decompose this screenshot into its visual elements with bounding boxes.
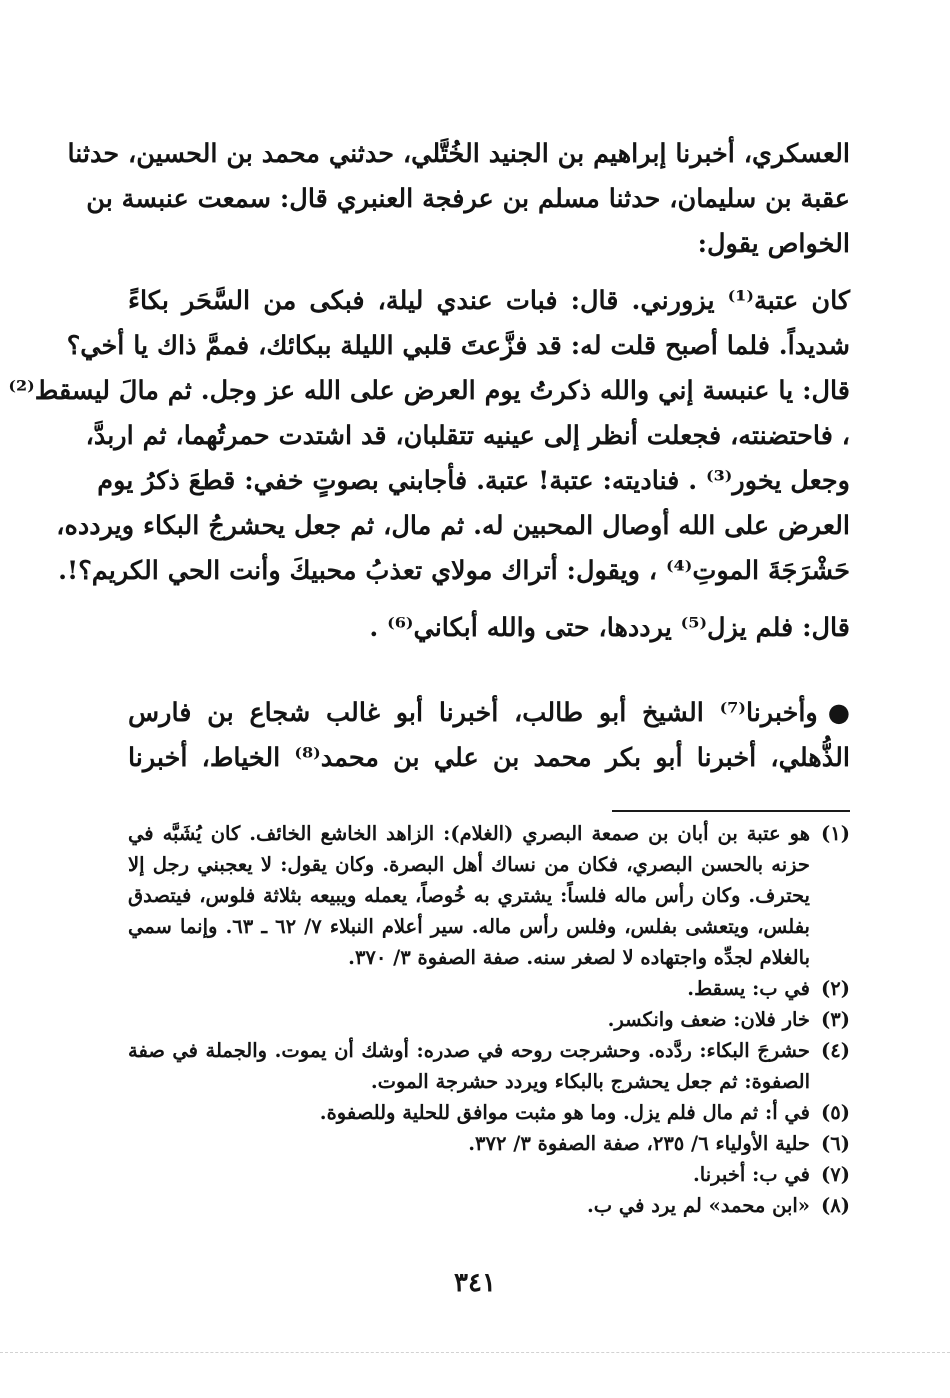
footnote [128, 1128, 850, 1159]
text-line: العرض على الله أوصال المحبين له. ثم مال، ثم جعل يحشرجُ البكاء ويردده، [56, 511, 850, 541]
footnote [128, 1190, 850, 1221]
text-line: ، فاحتضنته، فجعلت أنظر إلى عينيه تتقلبان، قد اشتدت حمرتُهما، ثم اربدَّ، [85, 421, 850, 451]
scan-edge [0, 1352, 950, 1353]
footnote [128, 1035, 850, 1097]
footnote-number: (٤) [821, 1039, 850, 1062]
footnote-line: في ب: أخبرنا. [693, 1163, 810, 1186]
footnote [128, 1004, 850, 1035]
footnote-line: حشرجَ البكاء: ردَّده. وحشرجت روحه في صدره: أوشك أن يموت. والجملة في صفة [128, 1039, 810, 1062]
footnote-number: (٧) [821, 1163, 850, 1186]
footnote-line: حلية الأولياء ٦/ ٢٣٥، صفة الصفوة ٣/ ٣٧٢. [468, 1132, 810, 1155]
text-line: قال: فلم يزل⁽⁵⁾ يرددها، حتى والله أبكاني⁽⁶⁾ . [369, 613, 850, 643]
footnote [128, 818, 850, 973]
footnote-line: في ب: يسقط. [687, 977, 810, 1000]
paragraph-3 [128, 606, 850, 651]
footnote-number: (٢) [821, 977, 850, 1000]
footnote-line: خار فلان: ضعف وانكسر. [607, 1008, 810, 1031]
footnote-number: (٨) [821, 1194, 850, 1217]
footnote-line: حزنه بالحسن البصري، فكان من نساك أهل البصرة. وكان يقول: لا يعجبني رجل إلا [128, 853, 810, 876]
text-line: حَشْرَجَةَ الموتِ⁽⁴⁾ ، ويقول: أتراك مولاي تعذبُ محبيكَ وأنت الحي الكريم؟!. [58, 556, 850, 586]
text-line: قال: يا عنبسة إني والله ذكرتُ يوم العرض على الله عز وجل. ثم مالَ ليسقط⁽²⁾ [8, 376, 850, 406]
footnote-divider [612, 810, 850, 812]
footnote [128, 1097, 850, 1128]
text-line: الخواص يقول: [697, 229, 850, 259]
main-text [8, 132, 850, 781]
footnote-line: بالغلام لجدِّه واجتهاده لا لصغر سنه. صفة الصفوة ٣/ ٣٧٠. [348, 946, 810, 969]
footnote-number: (٥) [821, 1101, 850, 1124]
paragraph-4 [128, 691, 850, 781]
text-line: عقبة بن سليمان، حدثنا مسلم بن عرفجة العنبري قال: سمعت عنبسة بن [86, 184, 850, 214]
text-line: الذُّهلي، أخبرنا أبو بكر محمد بن علي بن محمد⁽⁸⁾ الخياط، أخبرنا [128, 743, 850, 773]
text-line-content: وأخبرنا⁽⁷⁾ الشيخ أبو طالب، أخبرنا أبو غالب شجاع بن فارس [128, 698, 818, 728]
text-line: كان عتبة⁽¹⁾ يزورني. قال: فبات عندي ليلة، فبكى من السَّحَر بكاءً [128, 286, 850, 316]
bullet-icon: ● [827, 698, 850, 728]
footnote-line: يحترف. وكان رأس ماله فلساً: يشتري به خُوصاً، يعمله ويبيعه بثلاثة فلوس، فيتصدق [128, 884, 810, 907]
text-line: شديداً. فلما أصبح قلت له: قد فزَّعتَ قلبي الليلة ببكائك، فممَّ ذاك يا أخي؟ [66, 331, 850, 361]
footnote-line: هو عتبة بن أبان بن صمعة البصري (الغلام): الزاهد الخاشع الخائف. كان يُشَبَّه في [128, 822, 810, 845]
footnote-line: «ابن محمد» لم يرد في ب. [586, 1194, 810, 1217]
paragraph-2 [8, 279, 850, 594]
footnote-line: في أ: ثم مال فلم يزل. وما هو مثبت موافق للحلية وللصفوة. [319, 1101, 810, 1124]
page-number: ٣٤١ [454, 1268, 496, 1298]
footnote [128, 1159, 850, 1190]
footnotes [128, 818, 850, 1221]
footnote-line: الصفوة: ثم جعل يحشرج بالبكاء ويردد حشرجة الموت. [370, 1070, 810, 1093]
text-line: وجعل يخور⁽³⁾ . فناديته: عتبة! عتبة. فأجابني بصوتٍ خفي: قطعَ ذكرُ يوم [97, 466, 850, 496]
text-line [128, 691, 850, 736]
footnote-number: (٦) [821, 1132, 850, 1155]
footnote [128, 973, 850, 1004]
text-line: العسكري، أخبرنا إبراهيم بن الجنيد الخُتَّلي، حدثني محمد بن الحسين، حدثنا [67, 139, 850, 169]
footnote-number: (١) [821, 822, 850, 845]
paragraph-1 [67, 132, 850, 267]
footnote-line: بفلس، ويتعشى بفلس، وفلس رأس ماله. سير أعلام النبلاء ٧/ ٦٢ ـ ٦٣. وإنما سمي [128, 915, 810, 938]
footnote-number: (٣) [821, 1008, 850, 1031]
